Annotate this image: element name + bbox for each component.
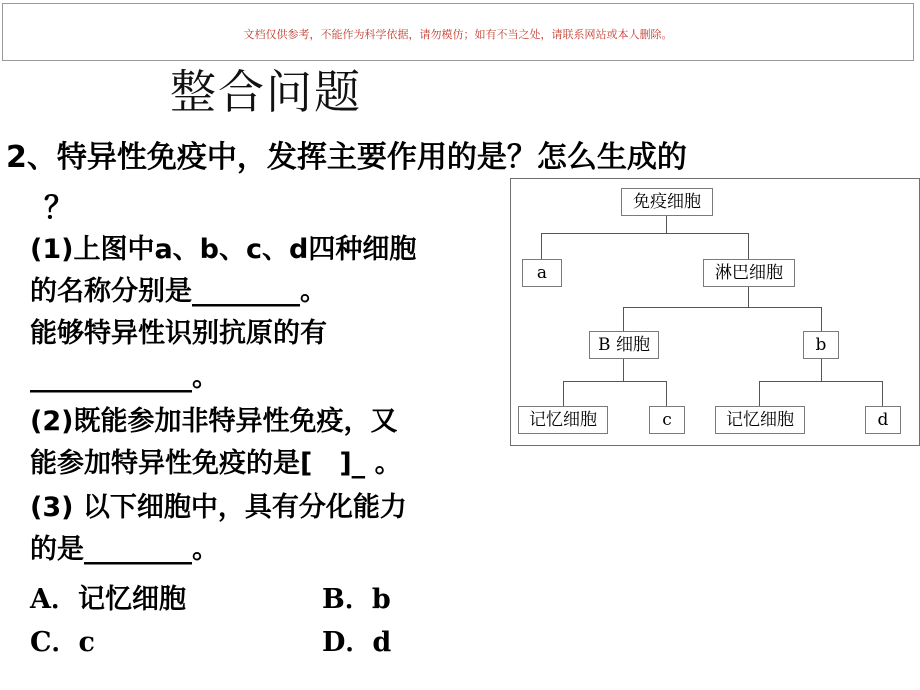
connector: [623, 307, 821, 308]
connector: [563, 381, 564, 406]
connector: [541, 233, 542, 259]
node-d: d: [865, 406, 901, 434]
connector: [623, 307, 624, 331]
connector: [563, 381, 667, 382]
immune-cell-diagram: [510, 178, 920, 446]
connector: [666, 216, 667, 233]
connector: [623, 359, 624, 381]
connector: [666, 381, 667, 406]
page-title: 整合问题: [170, 65, 362, 119]
option-c: C．c: [30, 627, 95, 658]
connector: [759, 381, 883, 382]
node-memory-cell-1: 记忆细胞: [518, 406, 608, 434]
disclaimer-text: 文档仅供参考，不能作为科学依据，请勿模仿；如有不当之处，请联系网站或本人删除。: [243, 28, 673, 41]
node-a: a: [522, 259, 562, 287]
option-d: D．d: [322, 627, 392, 658]
node-memory-cell-2: 记忆细胞: [715, 406, 805, 434]
connector: [821, 359, 822, 381]
disclaimer-box: [2, 3, 914, 61]
q1-line3: 能够特异性识别抗原的有: [30, 318, 327, 349]
connector: [821, 307, 822, 331]
node-b-cell: B 细胞: [589, 331, 659, 359]
q3-line1: (3) 以下细胞中，具有分化能力: [30, 492, 407, 523]
question-qmark: ？: [44, 191, 74, 226]
q2-line2: 能参加特异性免疫的是[ ]_ 。: [30, 448, 402, 479]
q2-line1: (2)既能参加非特异性免疫，又: [30, 406, 398, 437]
question-main: 2、特异性免疫中，发挥主要作用的是？怎么生成的: [6, 140, 687, 175]
connector: [541, 233, 749, 234]
node-b: b: [803, 331, 839, 359]
connector: [748, 233, 749, 259]
q1-line2: 的名称分别是________。: [30, 276, 327, 307]
connector: [882, 381, 883, 406]
option-b: B．b: [322, 584, 391, 615]
node-lymphocyte: 淋巴细胞: [703, 259, 795, 287]
option-a: A．记忆细胞: [30, 584, 186, 615]
connector: [759, 381, 760, 406]
node-c: c: [649, 406, 685, 434]
connector: [748, 287, 749, 307]
node-immune-cell: 免疫细胞: [621, 188, 713, 216]
q1-line1: (1)上图中a、b、c、d四种细胞: [30, 234, 417, 265]
q1-line4: ____________。: [30, 362, 219, 393]
q3-line2: 的是________。: [30, 534, 219, 565]
